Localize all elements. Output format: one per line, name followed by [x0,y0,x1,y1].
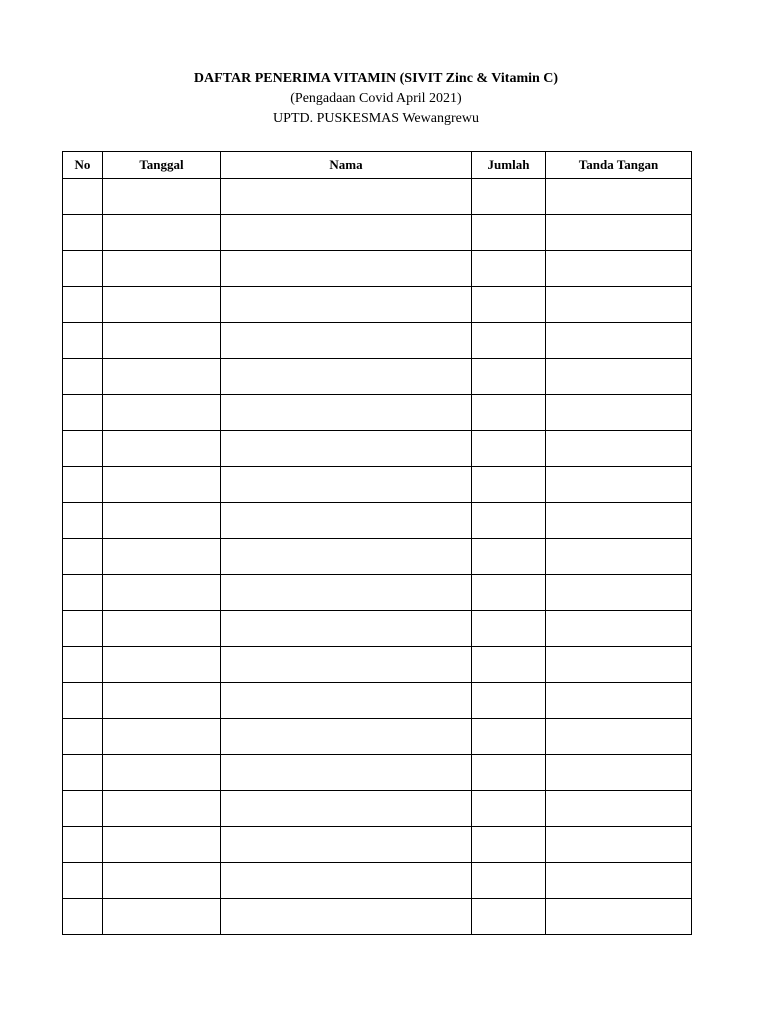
cell-tanda-tangan [546,683,692,719]
cell-tanggal [103,899,221,935]
cell-tanggal [103,647,221,683]
cell-jumlah [472,251,546,287]
table-row [63,755,692,791]
cell-tanggal [103,503,221,539]
cell-tanda-tangan [546,755,692,791]
cell-tanda-tangan [546,899,692,935]
table-row [63,323,692,359]
cell-nama [221,359,472,395]
table-header-row [63,152,692,179]
cell-no [63,755,103,791]
cell-no [63,575,103,611]
cell-no [63,431,103,467]
cell-jumlah [472,215,546,251]
cell-tanggal [103,827,221,863]
cell-tanda-tangan [546,575,692,611]
cell-nama [221,503,472,539]
cell-no [63,215,103,251]
table-row [63,611,692,647]
cell-tanda-tangan [546,431,692,467]
cell-nama [221,467,472,503]
cell-no [63,539,103,575]
cell-no [63,827,103,863]
cell-nama [221,287,472,323]
cell-no [63,611,103,647]
table-row [63,395,692,431]
cell-jumlah [472,503,546,539]
cell-tanggal [103,791,221,827]
cell-tanggal [103,467,221,503]
cell-tanggal [103,683,221,719]
cell-jumlah [472,287,546,323]
cell-tanggal [103,395,221,431]
cell-no [63,179,103,215]
cell-tanda-tangan [546,323,692,359]
table-body [63,179,692,935]
cell-nama [221,395,472,431]
cell-tanda-tangan [546,647,692,683]
cell-jumlah [472,575,546,611]
cell-no [63,395,103,431]
cell-tanda-tangan [546,359,692,395]
cell-nama [221,575,472,611]
document-title: DAFTAR PENERIMA VITAMIN (SIVIT Zinc & Vitamin C) [193,71,559,86]
cell-tanggal [103,287,221,323]
cell-nama [221,251,472,287]
table-row [63,431,692,467]
cell-tanggal [103,179,221,215]
cell-tanggal [103,323,221,359]
column-header-tanggal: Tanggal [103,152,221,179]
cell-nama [221,899,472,935]
cell-nama [221,683,472,719]
cell-tanggal [103,863,221,899]
cell-jumlah [472,179,546,215]
table-row [63,467,692,503]
cell-tanda-tangan [546,251,692,287]
cell-jumlah [472,899,546,935]
document-header [0,69,752,129]
cell-tanggal [103,755,221,791]
cell-no [63,863,103,899]
cell-tanggal [103,575,221,611]
cell-jumlah [472,323,546,359]
table-row [63,503,692,539]
column-header-jumlah: Jumlah [472,152,546,179]
table-row [63,539,692,575]
cell-jumlah [472,791,546,827]
table-row [63,719,692,755]
cell-tanda-tangan [546,467,692,503]
cell-tanda-tangan [546,863,692,899]
cell-jumlah [472,359,546,395]
cell-no [63,251,103,287]
table-row [63,647,692,683]
table-row [63,683,692,719]
cell-nama [221,647,472,683]
cell-tanda-tangan [546,179,692,215]
table-row [63,359,692,395]
cell-tanda-tangan [546,395,692,431]
cell-nama [221,539,472,575]
cell-nama [221,791,472,827]
cell-tanggal [103,251,221,287]
cell-tanda-tangan [546,611,692,647]
cell-jumlah [472,647,546,683]
cell-tanda-tangan [546,215,692,251]
table-row [63,863,692,899]
document-subtitle: (Pengadaan Covid April 2021) [290,91,462,106]
recipient-table [62,151,692,935]
cell-nama [221,179,472,215]
cell-jumlah [472,683,546,719]
table-row [63,287,692,323]
column-header-tanda-tangan: Tanda Tangan [546,152,692,179]
cell-tanggal [103,611,221,647]
cell-jumlah [472,719,546,755]
cell-nama [221,215,472,251]
cell-tanda-tangan [546,287,692,323]
cell-no [63,323,103,359]
cell-tanda-tangan [546,719,692,755]
cell-no [63,503,103,539]
cell-jumlah [472,755,546,791]
cell-nama [221,863,472,899]
cell-tanda-tangan [546,539,692,575]
cell-tanggal [103,539,221,575]
cell-nama [221,611,472,647]
table-row [63,179,692,215]
table-row [63,827,692,863]
cell-tanggal [103,431,221,467]
table-row [63,215,692,251]
cell-jumlah [472,827,546,863]
cell-jumlah [472,395,546,431]
column-header-no: No [63,152,103,179]
cell-tanggal [103,359,221,395]
cell-nama [221,323,472,359]
table-row [63,899,692,935]
cell-tanggal [103,215,221,251]
table-row [63,251,692,287]
cell-jumlah [472,467,546,503]
cell-jumlah [472,539,546,575]
cell-tanda-tangan [546,827,692,863]
cell-nama [221,431,472,467]
cell-no [63,791,103,827]
cell-tanda-tangan [546,791,692,827]
organization-name: UPTD. PUSKESMAS Wewangrewu [273,111,479,126]
cell-tanggal [103,719,221,755]
cell-jumlah [472,863,546,899]
cell-no [63,287,103,323]
cell-no [63,647,103,683]
cell-nama [221,755,472,791]
cell-no [63,719,103,755]
cell-nama [221,719,472,755]
cell-no [63,683,103,719]
cell-jumlah [472,431,546,467]
table-row [63,791,692,827]
table-row [63,575,692,611]
cell-nama [221,827,472,863]
cell-no [63,359,103,395]
cell-no [63,899,103,935]
cell-tanda-tangan [546,503,692,539]
cell-no [63,467,103,503]
column-header-nama: Nama [221,152,472,179]
cell-jumlah [472,611,546,647]
